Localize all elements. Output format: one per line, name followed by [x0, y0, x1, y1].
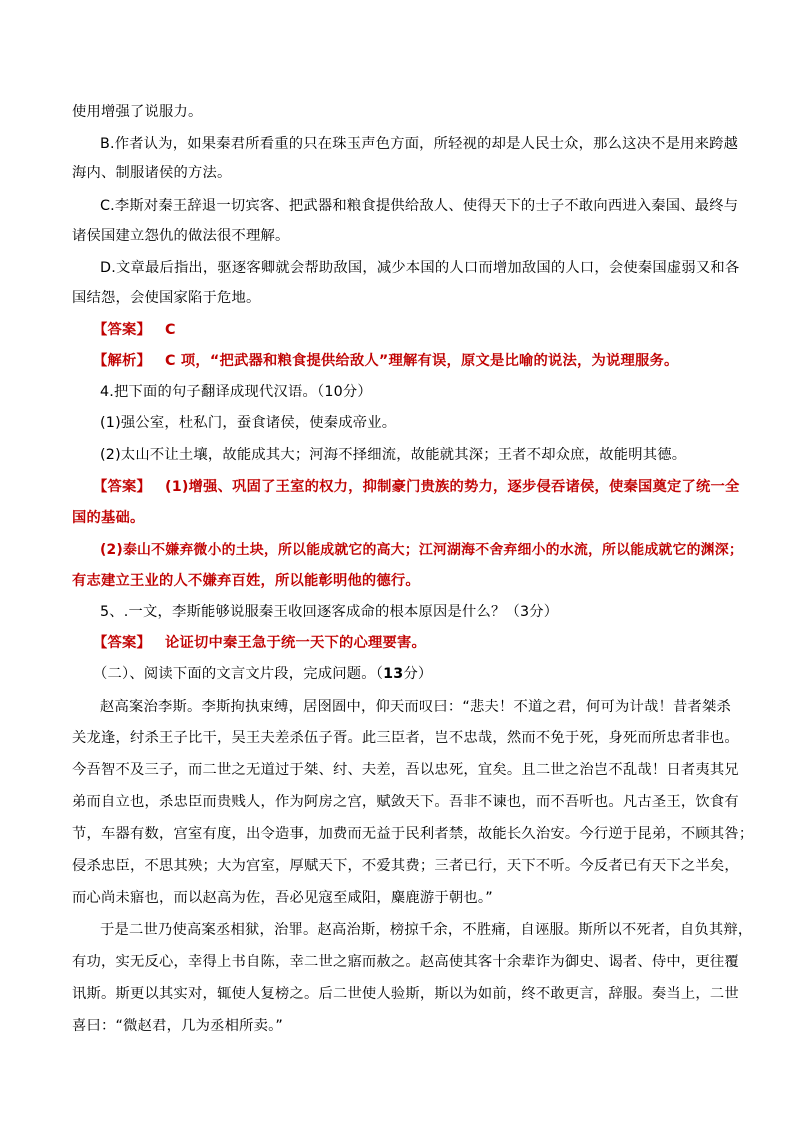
- sentence-2: (2)太山不让土壤，故能成其大；河海不择细流，故能就其深；王者不却众庶，故能明其德。: [100, 447, 687, 463]
- passage-line: 有功，实无反心，幸得上书自陈，幸二世之寤而赦之。赵高使其客十余辈诈为御史、谒者、侍中，更往覆: [72, 954, 739, 970]
- section-heading: （二）、阅读下面的文言文片段，完成问题。（13分）: [93, 666, 433, 682]
- option-c: C.李斯对秦王辞退一切宾客、把武器和粮食提供给敌人、使得天下的士子不敢向西进入秦国、最终与: [100, 198, 739, 214]
- answer-text: (1)增强、巩固了王室的权力，抑制豪门贵族的势力，逐步侵吞诸侯，使秦国奠定了统一全: [165, 479, 740, 495]
- passage-line: 今吾智不及三子，而二世之无道过于桀、纣、夫差，吾以忠死，宜矣。且二世之治岂不乱哉！日者夷其兄: [72, 762, 739, 778]
- question-4: 4.把下面的句子翻译成现代汉语。（10分）: [100, 384, 372, 400]
- analysis-tag: 【解析】: [93, 353, 151, 369]
- question-5: 5、.一文，李斯能够说服秦王收回逐客成命的根本原因是什么？（3分）: [100, 604, 559, 620]
- answer-text: C: [165, 322, 176, 338]
- passage-line: 于是二世乃使高案丞相狱，治罪。赵高治斯，榜掠千余，不胜痛，自诬服。斯所以不死者，自负其辩，: [100, 922, 753, 938]
- sentence-1: (1)强公室，杜私门，蚕食诸侯，使秦成帝业。: [100, 415, 397, 431]
- answer-line: [93, 320, 732, 340]
- analysis-line: [93, 351, 732, 371]
- text-line: 海内、制服诸侯的方法。: [72, 165, 232, 181]
- text-line: 使用增强了说服力。: [72, 104, 203, 120]
- answer-line: [93, 633, 732, 653]
- passage-line: 节，车器有数，宫室有度，出令造事，加费而无益于民利者禁，故能长久治安。今行逆于昆弟，不顾其咎；: [72, 826, 754, 842]
- text-line: 国结怨，会使国家陷于危地。: [72, 290, 261, 306]
- answer-tag: 【答案】: [93, 635, 151, 651]
- answer-tag: 【答案】: [93, 479, 151, 495]
- passage-line: 而心尚未寤也，而以赵高为佐，吾必见寇至咸阳，麋鹿游于朝也。”: [72, 890, 493, 906]
- answer-tag: 【答案】: [93, 322, 151, 338]
- answer-line: [93, 477, 740, 497]
- analysis-text: C 项，“把武器和粮食提供给敌人”理解有误，原文是比喻的说法，为说理服务。: [165, 353, 679, 369]
- answer-text: (2)泰山不嫌弃微小的土块，所以能成就它的高大；江河湖海不舍弃细小的水流，所以能成就它的渊深；: [100, 542, 743, 558]
- passage-line: 弟而自立也，杀忠臣而贵贱人，作为阿房之宫，赋敛天下。吾非不谏也，而不吾听也。凡古圣王，饮食有: [72, 794, 739, 810]
- text-line: 诸侯国建立怨仇的做法很不理解。: [72, 228, 290, 244]
- passage-line: 赵高案治李斯。李斯拘执束缚，居囹圄中，仰天而叹曰：“悲夫！不道之君，何可为计哉！昔者桀杀: [100, 699, 731, 715]
- option-b: B.作者认为，如果秦君所看重的只在珠玉声色方面，所轻视的却是人民士众，那么这决不是用来跨越: [100, 136, 739, 152]
- passage-line: 喜曰：“微赵君，几为丞相所卖。”: [72, 1018, 284, 1034]
- answer-text: 论证切中秦王急于统一天下的心理要害。: [165, 635, 426, 651]
- option-d: D.文章最后指出，驱逐客卿就会帮助敌国，减少本国的人口而增加敌国的人口，会使秦国虚弱又和各: [100, 260, 740, 276]
- answer-text: 国的基础。: [72, 510, 145, 526]
- answer-text: 有志建立王业的人不嫌弃百姓，所以能彰明他的德行。: [72, 573, 420, 589]
- passage-line: 讯斯。斯更以其实对，辄使人复榜之。后二世使人验斯，斯以为如前，终不敢更言，辞服。奏当上，二世: [72, 986, 739, 1002]
- passage-line: 关龙逢，纣杀王子比干，吴王夫差杀伍子胥。此三臣者，岂不忠哉，然而不免于死，身死而所忠者非也。: [72, 730, 739, 746]
- passage-line: 侵杀忠臣，不思其殃；大为宫室，厚赋天下，不爱其费；三者已行，天下不听。今反者已有天下之半矣，: [72, 858, 739, 874]
